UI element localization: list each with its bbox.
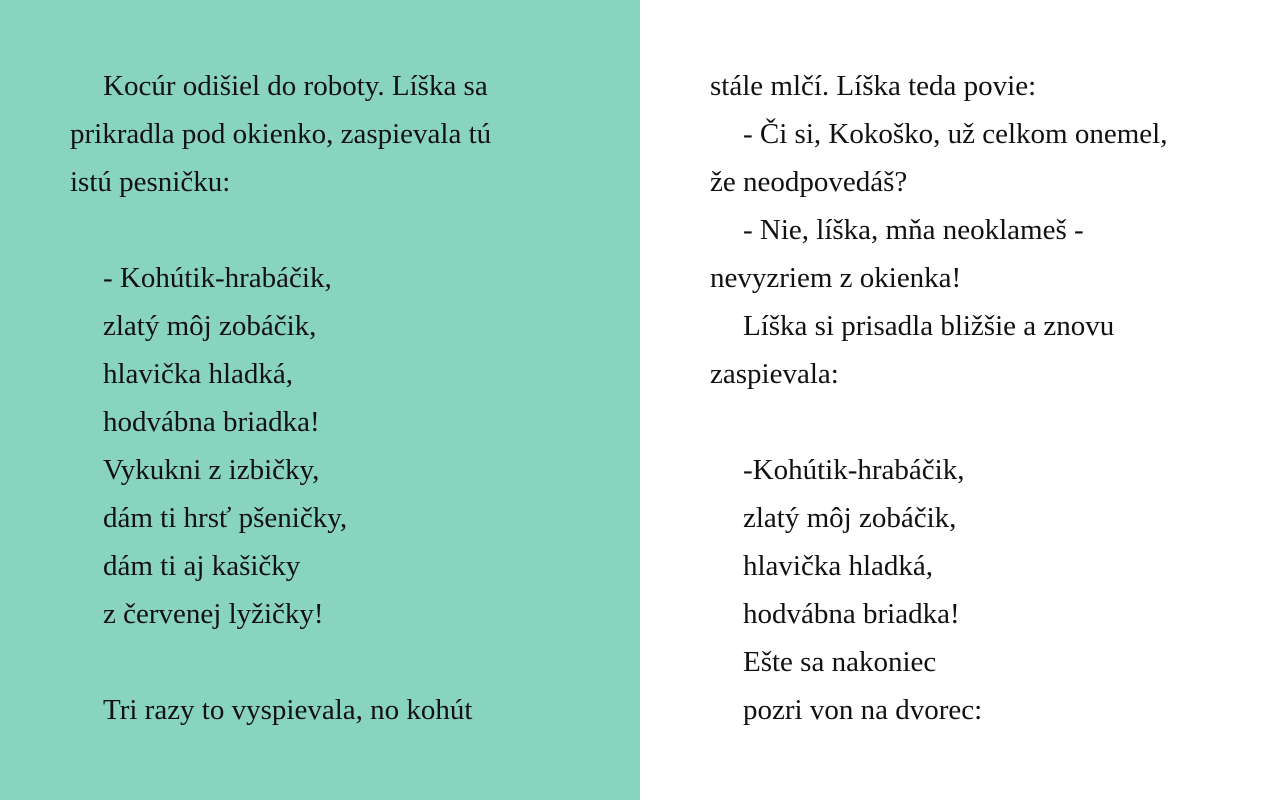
text-line: zaspievala: bbox=[710, 358, 839, 390]
verse-line: dám ti hrsť pšeničky, bbox=[103, 502, 348, 534]
verse-line: - Kohútik-hrabáčik, bbox=[103, 262, 332, 294]
verse-line: -Kohútik-hrabáčik, bbox=[743, 454, 965, 486]
verse-line: hlavička hladká, bbox=[103, 358, 294, 390]
text-line: Kocúr odišiel do roboty. Líška sa bbox=[103, 70, 488, 102]
text-line: stále mlčí. Líška teda povie: bbox=[710, 70, 1037, 102]
left-page-text bbox=[70, 62, 491, 734]
text-line: Líška si prisadla bližšie a znovu bbox=[743, 310, 1115, 342]
blank-line bbox=[70, 638, 491, 686]
text-line: istú pesničku: bbox=[70, 166, 231, 198]
verse-line: z červenej lyžičky! bbox=[103, 598, 324, 630]
text-line: že neodpovedáš? bbox=[710, 166, 908, 198]
verse-line: hodvábna briadka! bbox=[743, 598, 960, 630]
right-page-text bbox=[710, 62, 1167, 734]
text-line: Tri razy to vyspievala, no kohút bbox=[103, 694, 473, 726]
verse-line: zlatý môj zobáčik, bbox=[743, 502, 957, 534]
verse-line: dám ti aj kašičky bbox=[103, 550, 301, 582]
verse-line: Vykukni z izbičky, bbox=[103, 454, 320, 486]
blank-line bbox=[710, 398, 1167, 446]
verse-line: hlavička hladká, bbox=[743, 550, 934, 582]
text-line: prikradla pod okienko, zaspievala tú bbox=[70, 118, 492, 150]
text-line: - Nie, líška, mňa neoklameš - bbox=[743, 214, 1084, 246]
verse-line: hodvábna briadka! bbox=[103, 406, 320, 438]
right-page bbox=[640, 0, 1280, 800]
verse-line: pozri von na dvorec: bbox=[743, 694, 983, 726]
verse-line: Ešte sa nakoniec bbox=[743, 646, 937, 678]
text-line: nevyzriem z okienka! bbox=[710, 262, 962, 294]
blank-line bbox=[70, 206, 491, 254]
verse-line: zlatý môj zobáčik, bbox=[103, 310, 317, 342]
text-line: - Či si, Kokoško, už celkom onemel, bbox=[743, 118, 1168, 150]
